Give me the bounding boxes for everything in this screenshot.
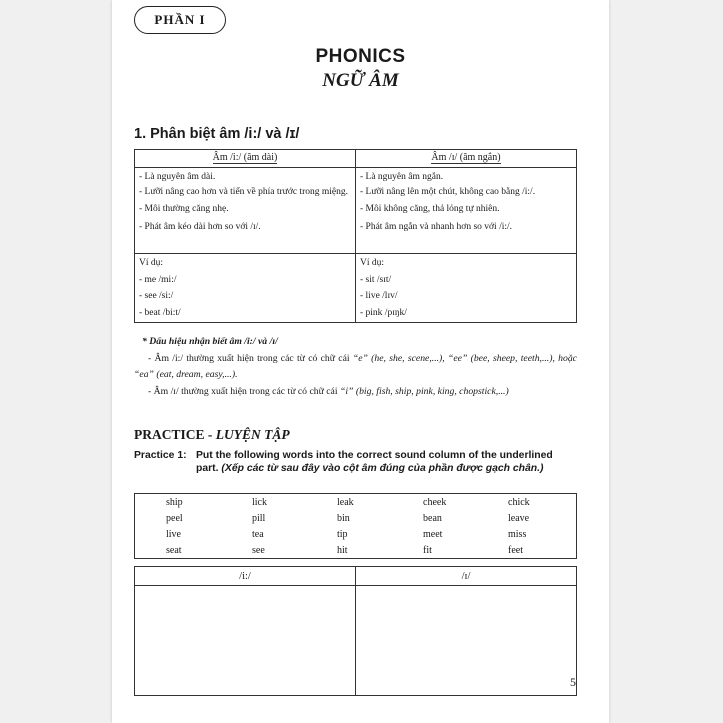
- word: seat: [166, 545, 182, 556]
- sound-answer-table: [134, 566, 577, 696]
- feature-item: - Phát âm kéo dài hơn so với /ɪ/.: [139, 221, 261, 232]
- instruction-text-vi: (Xếp các từ sau đây vào cột âm đúng của phần được gạch chân.): [221, 462, 544, 474]
- part-label: PHẦN I: [134, 6, 226, 34]
- vowel-comparison-table: [134, 149, 577, 323]
- example-item: - live /lɪv/: [360, 291, 398, 301]
- note-short-vowel: - Âm /ɪ/ thường xuất hiện trong các từ có chữ cái “i” (big, fish, ship, pink, king, chopstick,...): [148, 385, 509, 397]
- page-number: 5: [570, 675, 576, 689]
- note-long-vowel: - Âm /i:/ thường xuất hiện trong các từ có chữ cái “e” (he, she, scene,...), “ee” (bee, sheep, teeth,...), hoặc “ea” (eat, dream, easy,...).: [134, 352, 577, 380]
- example-item: - pink /pɪŋk/: [360, 307, 407, 318]
- examples-label: Ví dụ:: [360, 258, 385, 268]
- word: feet: [508, 545, 523, 556]
- word: cheek: [423, 497, 447, 508]
- example-item: - see /si:/: [139, 291, 174, 301]
- feature-item: - Là nguyên âm dài.: [139, 172, 216, 182]
- short-vowel-examples: [356, 254, 577, 323]
- book-page: [112, 0, 609, 723]
- long-vowel-examples: [135, 254, 356, 323]
- long-vowel-header: Âm /i:/ (âm dài): [135, 150, 356, 168]
- answer-cell-short[interactable]: [356, 586, 577, 696]
- example-item: - me /mi:/: [139, 274, 177, 285]
- example-item: - beat /bi:t/: [139, 307, 181, 318]
- feature-item: - Môi không căng, thả lỏng tự nhiên.: [360, 204, 500, 214]
- word: bean: [423, 513, 442, 524]
- section-heading: 1. Phân biệt âm /i:/ và /ɪ/: [134, 126, 300, 142]
- recognition-notes: [134, 334, 577, 400]
- example-item: - sit /sɪt/: [360, 274, 392, 285]
- feature-item: - Môi thường căng nhẹ.: [139, 204, 229, 214]
- word: leak: [337, 497, 354, 508]
- word: peel: [166, 513, 183, 524]
- practice-heading: PRACTICE - LUYỆN TẬP: [134, 427, 290, 442]
- word: lick: [252, 497, 267, 508]
- word: bin: [337, 513, 350, 524]
- short-vowel-features: [356, 168, 577, 254]
- word: hit: [337, 545, 348, 556]
- notes-title: * Dấu hiệu nhận biết âm /i:/ và /ɪ/: [142, 336, 278, 347]
- word: miss: [508, 529, 527, 540]
- practice-1-instruction: [134, 450, 577, 475]
- instruction-text: Put the following words into the correct sound column of the underlined part.: [196, 450, 553, 474]
- feature-item: - Là nguyên âm ngắn.: [360, 172, 444, 182]
- word: tip: [337, 529, 348, 540]
- answer-cell-long[interactable]: [135, 586, 356, 696]
- word: live: [166, 529, 181, 540]
- examples-label: Ví dụ:: [139, 258, 164, 268]
- word: ship: [166, 497, 183, 508]
- word: pill: [252, 513, 266, 524]
- page-title-vietnamese: NGỮ ÂM: [322, 70, 399, 91]
- word-grid: [134, 493, 577, 559]
- word: chick: [508, 497, 530, 508]
- practice-label: Practice 1:: [134, 450, 187, 461]
- word: meet: [423, 529, 443, 540]
- long-vowel-features: [135, 168, 356, 254]
- word: leave: [508, 513, 530, 524]
- word: see: [252, 545, 265, 556]
- word: tea: [252, 529, 264, 540]
- feature-item: - Phát âm ngắn và nhanh hơn so với /i:/.: [360, 221, 512, 232]
- page-title-english: PHONICS: [315, 46, 406, 67]
- word: fit: [423, 545, 432, 556]
- column-header-short: /ɪ/: [356, 567, 577, 586]
- short-vowel-header: Âm /ɪ/ (âm ngắn): [356, 150, 577, 168]
- column-header-long: /i:/: [135, 567, 356, 586]
- feature-item: - Lưỡi nâng lên một chút, không cao bằng /i:/.: [360, 186, 536, 197]
- feature-item: - Lưỡi nâng cao hơn và tiến về phía trước trong miệng.: [139, 186, 348, 197]
